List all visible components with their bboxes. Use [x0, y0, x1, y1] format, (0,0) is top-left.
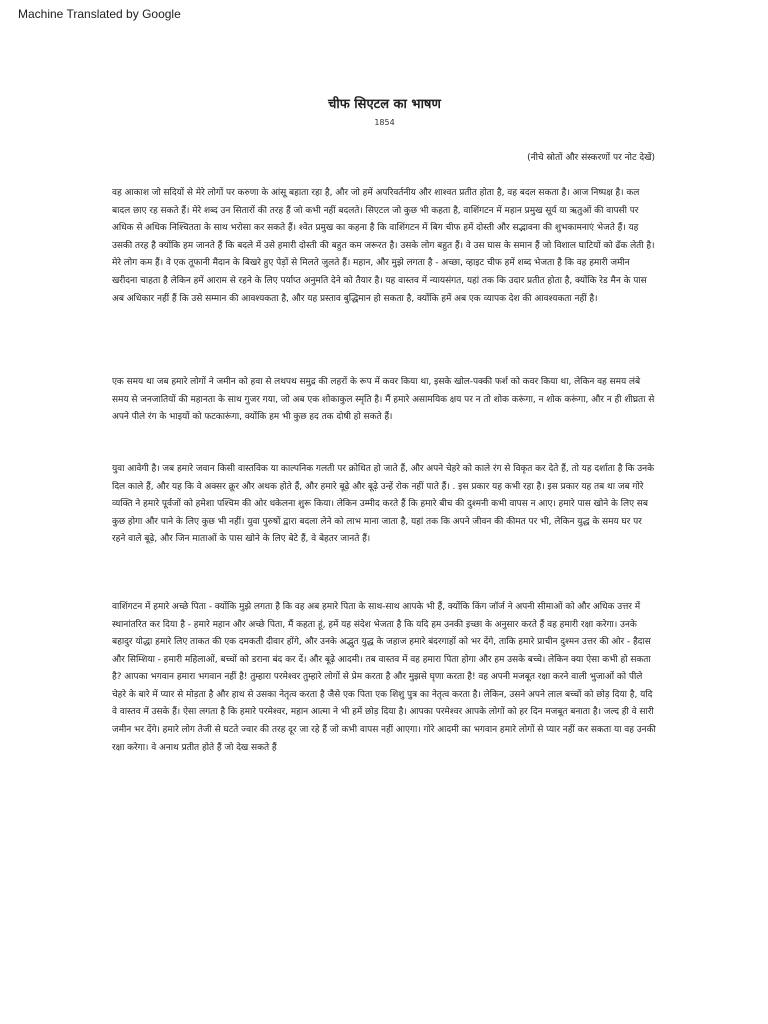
document-title: चीफ सिएटल का भाषण	[328, 97, 441, 112]
paragraph: वह आकाश जो सदियों से मेरे लोगों पर करुणा के आंसू बहाता रहा है, और जो हमें अपरिवर्तनीय और शाश्वत प्रतीत होता है, वह बदल सकता है। आज निष्पक्ष है। कल बादल छाए रह सकते हैं। मेरे शब्द उन सितारों की तरह हैं जो कभी नहीं बदलते। सिएटल जो कुछ भी कहता है, वाशिंगटन में महान प्रमुख सूर्य या ऋतुओं की वापसी पर अधिक से अधिक निश्चितता के साथ भरोसा कर सकते हैं। श्वेत प्रमुख का कहना है कि वाशिंगटन में बिग चीफ हमें दोस्ती और सद्भावना की शुभकामनाएं भेजते हैं। यह उसकी तरह है क्योंकि हम जानते हैं कि बदले में उसे हमारी दोस्ती की बहुत कम जरूरत है। उसके लोग बहुत हैं। वे उस घास के समान हैं जो विशाल घाटियों को ढँक लेती है। मेरे लोग कम हैं। वे एक तूफानी मैदान के बिखरे हुए पेड़ों से मिलते जुलते हैं। महान, और मुझे लगता है - अच्छा, व्हाइट चीफ हमें शब्द भेजता है कि वह हमारी जमीन खरीदना चाहता है लेकिन हमें आराम से रहने के लिए पर्याप्त अनुमति देने को तैयार है। यह वास्तव में न्यायसंगत, यहां तक कि उदार प्रतीत होता है, क्योंकि रेड मैन के पास अब अधिकार नहीं हैं कि उसे सम्मान की आवश्यकता है, और यह प्रस्ताव बुद्धिमान हो सकता है, क्योंकि हमें अब एक व्यापक देश की आवश्यकता नहीं है।	[112, 188, 655, 304]
machine-translation-banner: Machine Translated by Google	[18, 7, 181, 21]
document-body	[112, 95, 657, 757]
paragraph: युवा आवेगी है। जब हमारे जवान किसी वास्तविक या काल्पनिक गलती पर क्रोधित हो जाते हैं, और अपने चेहरे को काले रंग से विकृत कर देते हैं, तो यह दर्शाता है कि उनके दिल काले हैं, और यह कि वे अक्सर क्रूर और अथक होते हैं, और हमारे बूढ़े और बूढ़े उन्हें रोक नहीं पाते हैं। . इस प्रकार यह कभी रहा है। इस प्रकार यह तब था जब गोरे व्यक्ति ने हमारे पूर्वजों को हमेशा पश्चिम की ओर धकेलना शुरू किया। लेकिन उम्मीद करते हैं कि हमारे बीच की दुश्मनी कभी वापस न आए। हमारे पास खोने के लिए सब कुछ होगा और पाने के लिए कुछ भी नहीं। युवा पुरुषों द्वारा बदला लेने को लाभ माना जाता है, यहां तक कि अपने जीवन की कीमत पर भी, लेकिन युद्ध के समय घर पर रहने वाले बूढ़े, और जिन माताओं के पास खोने के लिए बेटे हैं, वे बेहतर जानते हैं।	[112, 463, 654, 545]
sources-note: (नीचे स्रोतों और संस्करणों पर नोट देखें)	[527, 153, 655, 163]
document-year: 1854	[374, 118, 395, 127]
paragraph: एक समय था जब हमारे लोगों ने जमीन को हवा से लथपथ समुद्र की लहरों के रूप में कवर किया था, इसके खोल-पक्की फर्श को कवर किया था, लेकिन वह समय लंबे समय से जनजातियों की महानता के साथ गुजर गया, जो अब एक शोकाकुल स्मृति है। मैं हमारे असामयिक क्षय पर न तो शोक करूंगा, न शोक करूंगा, और न ही शीघ्रता से अपने पीले रंग के भाइयों को फटकारूंगा, क्योंकि हम भी कुछ हद तक दोषी हो सकते हैं।	[112, 377, 655, 423]
paragraph: वाशिंगटन में हमारे अच्छे पिता - क्योंकि मुझे लगता है कि वह अब हमारे पिता के साथ-साथ आपके भी हैं, क्योंकि किंग जॉर्ज ने अपनी सीमाओं को और अधिक उत्तर में स्थानांतरित कर दिया है - हमारे महान और अच्छे पिता, मैं कहता हूं, हमें यह संदेश भेजता है कि यदि हम उनकी इच्छा के अनुसार करते हैं वह हमारी रक्षा करेगा। उनके बहादुर योद्धा हमारे लिए ताकत की एक दमकती दीवार होंगे, और उनके अद्भुत युद्ध के जहाज हमारे बंदरगाहों को भर देंगे, ताकि हमारे प्राचीन दुश्मन उत्तर की ओर - हैदास और सिम्शिया - हमारी महिलाओं, बच्चों को डराना बंद कर दें। और बूढ़े आदमी। तब वास्तव में वह हमारा पिता होगा और हम उसके बच्चे। लेकिन क्या ऐसा कभी हो सकता है? आपका भगवान हमारा भगवान नहीं है! तुम्हारा परमेश्वर तुम्हारे लोगों से प्रेम करता है और मुझसे घृणा करता है! वह अपनी मजबूत रक्षा करने वाली भुजाओं को पीले चेहरे के बारे में प्यार से मोड़ता है और हाथ से उसका नेतृत्व करता है जैसे एक पिता एक शिशु पुत्र का नेतृत्व करता है। लेकिन, उसने अपने लाल बच्चों को छोड़ दिया है, यदि वे वास्तव में उसके हैं। ऐसा लगता है कि हमारे परमेश्वर, महान आत्मा ने भी हमें छोड़ दिया है। आपका परमेश्वर आपके लोगों को हर दिन मजबूत बनाता है। जल्द ही वे सारी जमीन भर देंगे। हमारे लोग तेजी से घटते ज्वार की तरह दूर जा रहे हैं जो कभी वापस नहीं आएगा। गोरे आदमी का भगवान हमारे लोगों से प्यार नहीं कर सकता या वह उनकी रक्षा करेगा। वे अनाथ प्रतीत होते हैं जो देख सकते हैं	[112, 601, 656, 753]
